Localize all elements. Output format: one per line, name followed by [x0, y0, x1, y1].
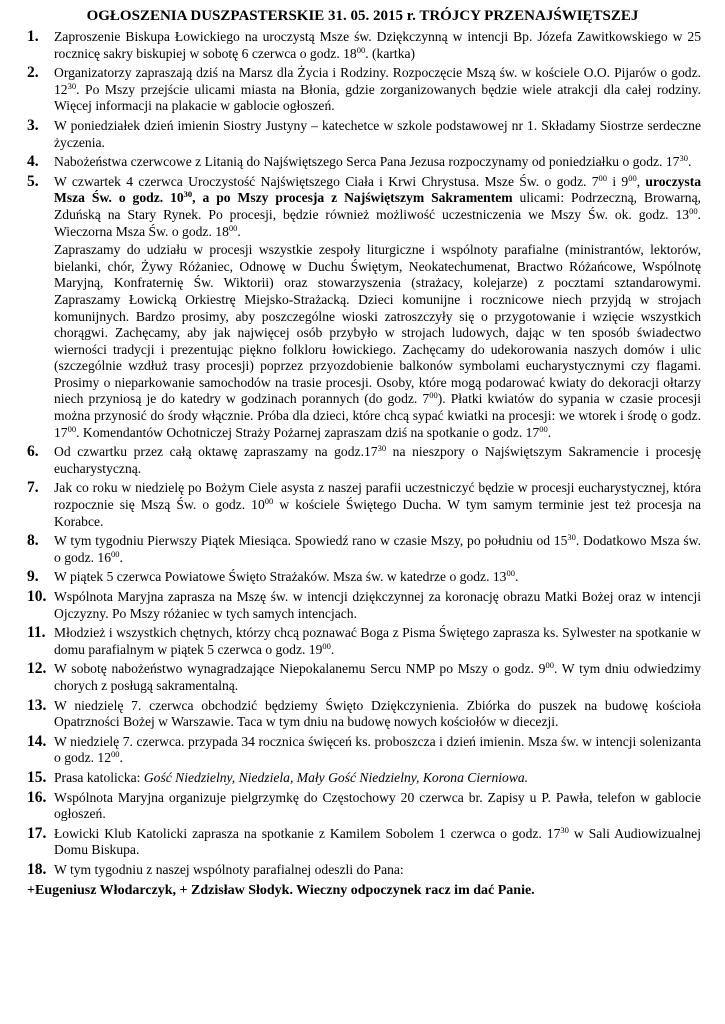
- item-text: [54, 862, 701, 879]
- item-number: 1.: [27, 28, 39, 45]
- text-segment: .: [514, 569, 519, 585]
- item-text: [54, 65, 701, 115]
- time-superscript: 00: [506, 568, 515, 579]
- text-segment: i 9: [607, 173, 629, 189]
- item-text: [54, 625, 701, 658]
- deceased-line: +Eugeniusz Włodarczyk, + Zdzisław Słodyk. Wieczny odpoczynek racz im dać Panie.: [27, 882, 535, 898]
- text-segment: .: [687, 154, 692, 170]
- text-segment: Organizatorzy zapraszają dziś na Marsz dla Życia i Rodziny. Rozpoczęcie Mszą św. w kościele O.O. Pijarów o godz. 12: [54, 65, 701, 97]
- item-paragraph: [54, 242, 701, 441]
- text-segment: . Wieczorna Msza Św. o godz. 18: [54, 206, 701, 239]
- time-superscript: 00: [228, 222, 238, 233]
- text-segment: W czwartek 4 czerwca Uroczystość Najświętszego Ciała i Krwi Chrystusa. Msze Św. o godz. 7: [54, 173, 599, 189]
- text-segment: Zapraszamy do udziału w procesji wszystkie zespoły liturgiczne i wspólnoty parafialne (ministrantów, lektorów, bielanki, chór, Żywy Różaniec, Odnowę w Duchu Świętym, Neokatechumenat, Bractwo Różańcowe, Wspólnotę Maryjną, Konfraternię Św. Wiktorii) oraz stowarzyszenia (strażacy, kolejarze) z pocztami sztandarowymi. Zapraszamy Łowicką Orkiestrę Miejsko-Strażacką. Dzieci komunijne i rocznicowe niech przyjdą w strojach komunijnych. Bardzo prosimy, aby poszczególne wioski zatroszczyły się o przygotowanie i wzięcie wszystkich chorągwi. Zachęcamy, aby jak najwięcej osób przybyło w strojach ludowych, dając w ten sposób świadectwo wierności tradycji i prezentując piękno folkloru łowickiego. Zachęcamy do udekorowania naszych domów i ulic (szczególnie wzdłuż trasy procesji) poprzez przyozdobienie balkonów symbolami eucharystycznymi czy flagami. Prosimy o nieparkowanie samochodów na trasie procesji. Osoby, które mogą podarować kwiaty do dekoracji ołtarzy niech przyniosą je do katedry w godzinach porannych (do godz. 7: [54, 242, 701, 407]
- time-superscript: 00: [111, 548, 120, 559]
- item-number: 15.: [27, 768, 47, 786]
- item-text: [54, 826, 701, 859]
- text-segment: W niedzielę 7. czerwca. przypada 34 rocznica święceń ks. proboszcza i dzień imienin. Msza św. w intencji solenizanta o godz. 12: [54, 733, 701, 766]
- announcement-item: [27, 698, 701, 731]
- text-segment: Jak co roku w niedzielę po Bożym Ciele asysta z naszej parafii uczestniczyć będzie w procesji eucharystycznej, która rozpocznie się Mszą Św. o godz. 10: [54, 480, 701, 513]
- time-superscript: 00: [264, 496, 274, 507]
- item-text: [54, 118, 701, 151]
- item-number: 7.: [27, 479, 39, 497]
- time-superscript: 30: [560, 824, 569, 835]
- text-segment: . Dodatkowo Msza św. o godz. 16: [54, 533, 701, 565]
- item-number: 18.: [27, 860, 47, 878]
- announcement-item: [27, 154, 701, 171]
- time-superscript: 30: [567, 532, 576, 543]
- text-segment: W niedzielę 7. czerwca obchodzić będziemy Święto Dziękczynienia. Zbiórka do puszek na budowę kościoła Opatrzności Bożej w Warszawie. Taca w tym dniu na budowę nowych kościołów w diecezji.: [54, 697, 701, 730]
- text-segment: . Komendantów Ochotniczej Straży Pożarnej zapraszam dziś na spotkanie o godz. 17: [76, 424, 540, 440]
- item-text: [54, 790, 701, 823]
- text-segment: W poniedziałek dzień imienin Siostry Justyny – katechetce w szkole podstawowej nr 1. Składamy Siostrze serdeczne życzenia.: [54, 117, 701, 150]
- time-superscript: 00: [322, 640, 331, 651]
- time-superscript: 00: [628, 172, 637, 183]
- page-title: OGŁOSZENIA DUSZPASTERSKIE 31. 05. 2015 r. TRÓJCY PRZENAJŚWIĘTSZEJ: [86, 8, 639, 24]
- time-superscript: 00: [67, 423, 77, 434]
- time-superscript: 00: [429, 390, 438, 401]
- text-segment: Wspólnota Maryjna zaprasza na Mszę św. w intencji dziękczynnej za koronację obrazu Matki Bożej oraz w intencji Ojczyzny. Po Mszy różaniec w tych samych intencjach.: [54, 589, 701, 621]
- item-number: 10.: [27, 588, 47, 605]
- item-number: 9.: [27, 568, 39, 586]
- time-superscript: 00: [598, 172, 608, 183]
- item-number: 17.: [27, 824, 47, 842]
- item-text: [54, 174, 701, 240]
- announcement-item: [27, 661, 701, 694]
- text-segment: uroczysta Msza Św. o godz. 10: [54, 173, 702, 206]
- time-superscript: 30: [679, 153, 688, 164]
- text-segment: ulicami: Podrzeczną, Browarną, Zduńską na Stary Rynek. Po procesji, będzie również możliwość uczestniczenia we Mszy Św. ok. godz. 13: [54, 190, 701, 222]
- time-superscript: 00: [689, 205, 698, 216]
- text-segment: .: [119, 750, 123, 766]
- item-number: 2.: [27, 64, 39, 82]
- item-text: [54, 533, 701, 566]
- item-text: [54, 734, 701, 767]
- item-number: 4.: [27, 153, 39, 171]
- text-segment: . (kartka): [365, 45, 416, 61]
- announcement-item: [27, 174, 701, 442]
- announcement-item: [27, 625, 701, 658]
- item-text: [54, 154, 701, 171]
- item-number: 3.: [27, 116, 39, 134]
- text-segment: , a po Mszy procesja z Najświętszym Sakramentem: [192, 190, 513, 206]
- text-segment: .: [237, 223, 241, 239]
- text-segment: W tym tygodniu z naszej wspólnoty parafialnej odeszli do Pana:: [54, 861, 404, 877]
- text-segment: Od czwartku przez całą oktawę zapraszamy na godz.17: [54, 444, 378, 460]
- text-segment: Prasa katolicka:: [54, 769, 144, 785]
- item-number: 12.: [27, 660, 47, 678]
- announcement-item: [27, 29, 701, 62]
- item-text: [54, 569, 701, 586]
- text-segment: Nabożeństwa czerwcowe z Litanią do Najświętszego Serca Pana Jezusa rozpoczynamy od poniedziałku o godz. 17: [54, 154, 680, 170]
- time-superscript: 30: [183, 189, 193, 200]
- text-segment: Gość Niedzielny, Niedziela, Mały Gość Niedzielny, Korona Cierniowa.: [143, 769, 529, 785]
- item-number: 14.: [27, 732, 47, 750]
- announcement-item: [27, 790, 701, 823]
- text-segment: ,: [636, 173, 646, 189]
- item-number: 13.: [27, 696, 47, 714]
- announcement-item: [27, 65, 701, 115]
- text-segment: .: [547, 424, 552, 440]
- text-segment: w Sali Audiowizualnej Domu Biskupa.: [54, 825, 701, 858]
- text-segment: . Po Mszy przejście ulicami miasta na Błonia, gdzie zorganizowanych będzie wiele atrakcji dla całej rodziny. Więcej informacji na plakacie w gablocie ogłoszeń.: [54, 81, 701, 114]
- item-text: [54, 29, 701, 62]
- item-text: [54, 661, 701, 694]
- time-superscript: 30: [377, 443, 387, 454]
- item-text: [54, 698, 701, 731]
- announcement-item: [27, 444, 701, 477]
- text-segment: .: [119, 549, 123, 565]
- text-segment: W piątek 5 czerwca Powiatowe Święto Strażaków. Msza św. w katedrze o godz. 13: [54, 569, 507, 585]
- announcement-item: [27, 480, 701, 530]
- announcement-item: [27, 533, 701, 566]
- text-segment: w kościele Świętego Ducha. W tym samym terminie jest też procesja na Korabce.: [54, 497, 701, 529]
- text-segment: W tym tygodniu Pierwszy Piątek Miesiąca. Spowiedź rano w czasie Mszy, po południu od 15: [54, 533, 568, 549]
- item-number: 11.: [27, 624, 46, 642]
- item-text: [54, 480, 701, 530]
- announcement-item: [27, 734, 701, 767]
- text-segment: Zaproszenie Biskupa Łowickiego na uroczystą Msze św. Dziękczynną w intencji Bp. Józefa Zawitkowskiego w 25 rocznicę sakry biskupiej w sobotę 6 czerwca o godz. 18: [54, 29, 701, 61]
- item-text: [54, 770, 701, 787]
- announcements-list: [27, 29, 701, 900]
- text-segment: . W tym dniu odwiedzimy chorych z posługą sakramentalną.: [54, 661, 701, 693]
- item-number: 5.: [27, 172, 39, 190]
- time-superscript: 00: [111, 749, 120, 760]
- text-segment: Wspólnota Maryjna organizuje pielgrzymkę do Częstochowy 20 czerwca br. Zapisy u P. Pawła, telefon w gablocie ogłoszeń.: [54, 789, 701, 822]
- item-text: [54, 589, 701, 622]
- time-superscript: 00: [356, 44, 366, 55]
- announcement-item: [27, 862, 701, 879]
- item-number: 6.: [27, 443, 39, 461]
- time-superscript: 30: [67, 80, 77, 91]
- item-number: 16.: [27, 788, 47, 806]
- time-superscript: 00: [545, 660, 554, 671]
- text-segment: Młodzież i wszystkich chętnych, którzy chcą poznawać Boga z Pisma Świętego zaprasza ks. Sylwester na spotkanie w domu parafialnym w piątek 5 czerwca o godz. 19: [54, 625, 701, 657]
- announcement-item: [27, 569, 701, 586]
- text-segment: W sobotę nabożeństwo wynagradzające Niepokalanemu Sercu NMP po Mszy o godz. 9: [54, 661, 546, 677]
- announcement-item: [27, 118, 701, 151]
- announcement-item: [27, 770, 701, 787]
- text-segment: ). Płatki kwiatów do sypania w czasie procesji można przynosić do środy włącznie. Próba dla dzieci, które chcą sypać kwiatki na procesji: we wtorek i środę o godz. 17: [54, 391, 701, 440]
- announcement-item: [27, 826, 701, 859]
- announcement-item: [27, 589, 701, 622]
- time-superscript: 00: [539, 423, 548, 434]
- item-number: 8.: [27, 532, 39, 550]
- item-text: [54, 444, 701, 477]
- text-segment: na nieszpory o Najświętszym Sakramencie i procesję eucharystyczną.: [54, 444, 701, 476]
- text-segment: Łowicki Klub Katolicki zaprasza na spotkanie z Kamilem Sobolem 1 czerwca o godz. 17: [54, 825, 561, 841]
- text-segment: .: [330, 641, 335, 657]
